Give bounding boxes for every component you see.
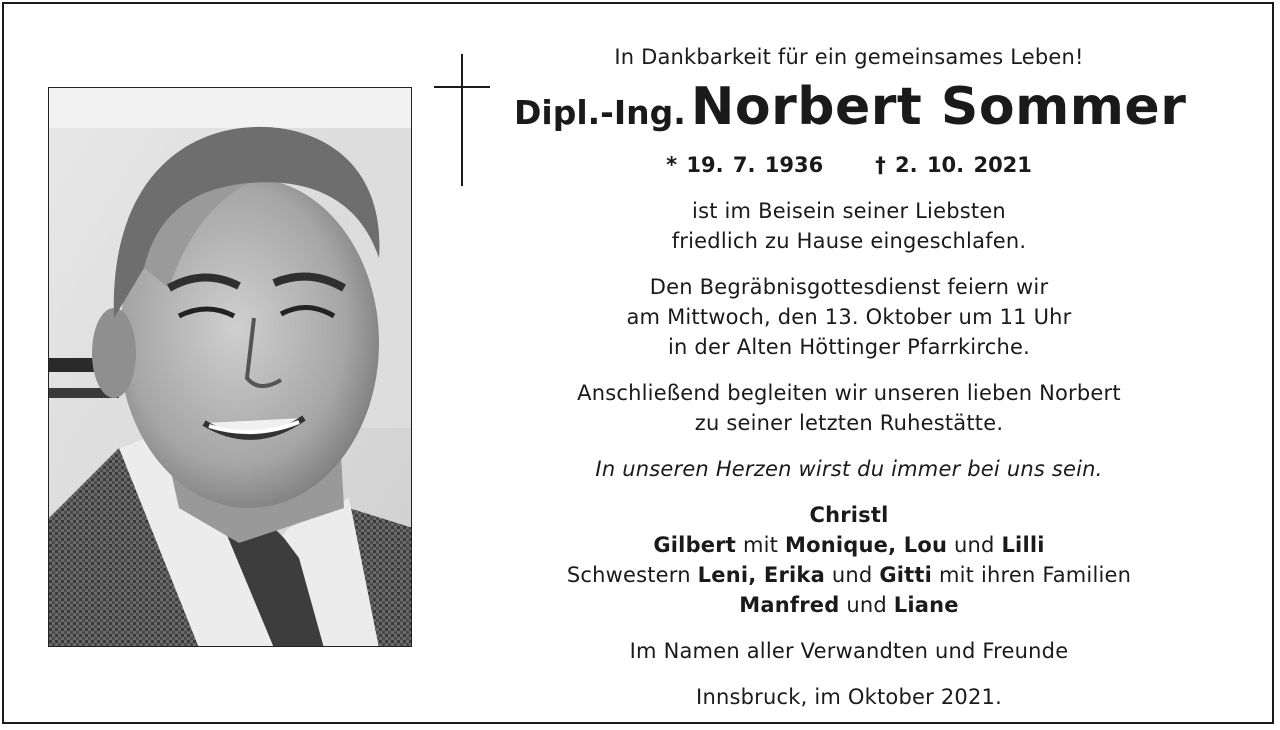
connector-word: und xyxy=(954,533,995,557)
mourner-sister: Gitti xyxy=(879,563,933,587)
mourner-line-4 xyxy=(514,590,1184,620)
obituary-card xyxy=(2,2,1274,724)
connector-word: mit xyxy=(742,533,779,557)
funeral-line-3: in der Alten Höttinger Pfarrkirche. xyxy=(668,335,1030,359)
funeral-paragraph xyxy=(514,272,1184,362)
gratitude-line: In Dankbarkeit für ein gemeinsames Leben! xyxy=(614,45,1084,69)
connector-word: und xyxy=(831,563,873,587)
funeral-line-2: am Mittwoch, den 13. Oktober um 11 Uhr xyxy=(626,305,1072,329)
burial-paragraph xyxy=(514,378,1184,438)
academic-title: Dipl.-Ing. xyxy=(514,93,686,132)
portrait-photo xyxy=(48,87,412,647)
passing-line-2: friedlich zu Hause eingeschlafen. xyxy=(671,229,1027,253)
place-date-line: Innsbruck, im Oktober 2021. xyxy=(696,685,1002,709)
full-name: Norbert Sommer xyxy=(690,77,1187,137)
mourner-sisters: Leni, Erika xyxy=(697,563,825,587)
mourner-line-3 xyxy=(514,560,1184,590)
connector-word: und xyxy=(846,593,887,617)
mourner-name: Manfred xyxy=(739,593,840,617)
funeral-line-1: Den Begräbnisgottesdienst feiern wir xyxy=(649,275,1049,299)
mourners-list xyxy=(514,500,1184,620)
burial-line-1: Anschließend begleiten wir unseren lieben Norbert xyxy=(577,381,1121,405)
cross-icon xyxy=(434,54,494,186)
death-date: † 2. 10. 2021 xyxy=(875,153,1032,177)
mourner-grandchild: Lilli xyxy=(1001,533,1045,557)
relation-word: mit ihren Familien xyxy=(938,563,1132,587)
on-behalf-line: Im Namen aller Verwandten und Freunde xyxy=(629,639,1069,663)
obituary-text xyxy=(514,42,1187,712)
passing-paragraph xyxy=(514,196,1184,256)
passing-line-1: ist im Beisein seiner Liebsten xyxy=(692,199,1006,223)
relation-word: Schwestern xyxy=(566,563,691,587)
mourner-son: Gilbert xyxy=(653,533,737,557)
deceased-name xyxy=(514,77,1187,148)
birth-date: * 19. 7. 1936 xyxy=(666,153,824,177)
mourner-line-2 xyxy=(514,530,1184,560)
mourner-name: Liane xyxy=(893,593,959,617)
memorial-quote: In unseren Herzen wirst du immer bei uns sein. xyxy=(595,457,1103,481)
burial-line-2: zu seiner letzten Ruhestätte. xyxy=(694,411,1004,435)
life-dates xyxy=(514,150,1184,180)
mourner-family: Monique, Lou xyxy=(784,533,948,557)
mourner-spouse: Christl xyxy=(809,503,889,527)
mourner-line-1 xyxy=(514,500,1184,530)
